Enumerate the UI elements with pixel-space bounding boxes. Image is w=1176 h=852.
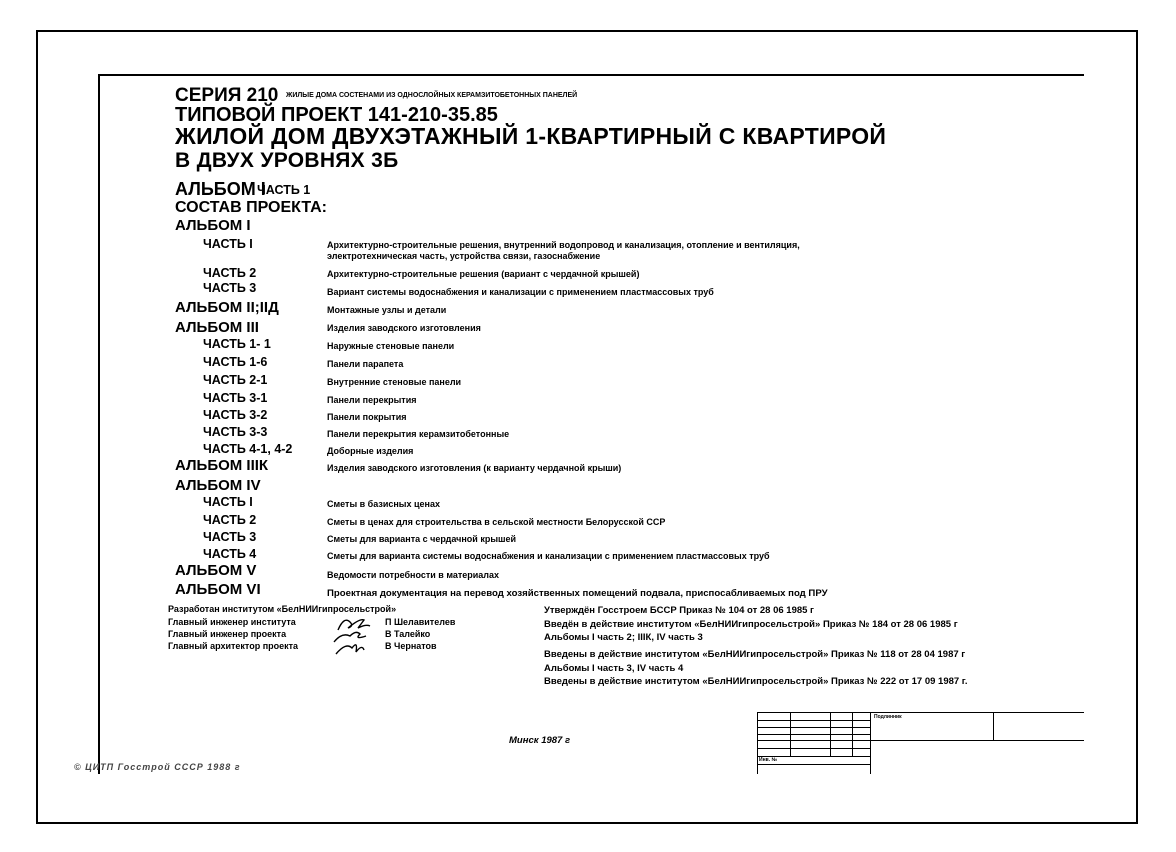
list-item-desc: Ведомости потребности в материалах [327,570,500,580]
list-item-desc: Сметы для варианта системы водоснабжения и канализации с применением пластмассовых труб [327,551,770,561]
approval-line-1: Утверждён Госстроем БССР Приказ № 104 от 28 06 1985 г [544,605,815,616]
project-number: ТИПОВОЙ ПРОЕКТ 141-210-35.85 [175,104,498,126]
list-item-label: АЛЬБОМ V [175,562,257,579]
approval-line-3: Альбомы I часть 2; IIIК, IV часть 3 [544,632,703,643]
list-item-desc: Панели парапета [327,359,404,369]
list-item-desc: электротехническая часть, устройства связи, газоснабжение [327,251,601,261]
approval-line-5: Альбомы I часть 3, IV часть 4 [544,663,684,674]
album-title: АЛЬБОМ I [175,179,266,199]
list-item-desc: Внутренние стеновые панели [327,377,462,387]
developer-institute: Разработан институтом «БелНИИгипросельстрой» [168,604,397,614]
copyright-note: © ЦИТП Госстрой СССР 1988 г [74,762,241,772]
composition-heading: СОСТАВ ПРОЕКТА: [175,199,327,216]
list-item-desc: Сметы для варианта с чердачной крышей [327,534,517,544]
list-item-label: ЧАСТЬ 2 [203,266,257,280]
list-item-desc: Панели покрытия [327,412,407,422]
list-item-desc: Сметы в базисных ценах [327,499,440,509]
list-item-label: ЧАСТЬ 1- 1 [203,337,271,351]
chief-architect-label: Главный архитектор проекта [168,641,299,651]
list-item-desc: Изделия заводского изготовления [327,323,481,333]
list-item-label: АЛЬБОМ II;IIД [175,299,279,316]
approval-line-6: Введены в действие институтом «БелНИИгипросельстрой» Приказ № 222 от 17 09 1987 г. [544,676,968,687]
building-title-line1: ЖИЛОЙ ДОМ ДВУХЭТАЖНЫЙ 1-КВАРТИРНЫЙ С КВАРТИРОЙ [175,123,887,149]
list-item-desc: Панели перекрытия керамзитобетонные [327,429,510,439]
series-title: СЕРИЯ 210 [175,85,279,106]
list-item-desc: Сметы в ценах для строительства в сельской местности Белорусской ССР [327,517,666,527]
list-item-label: АЛЬБОМ IV [175,477,261,494]
list-item-desc: Проектная документация на перевод хозяйственных помещений подвала, приспосабливаемых под ПРУ [327,588,828,599]
list-item-label: ЧАСТЬ 2-1 [203,373,268,387]
album-part: ЧАСТЬ 1 [257,183,311,197]
project-engineer-label: Главный инженер проекта [168,629,287,639]
list-item-desc: Монтажные узлы и детали [327,305,447,315]
list-item-label: ЧАСТЬ 3 [203,530,257,544]
list-item-label: АЛЬБОМ I [175,217,251,234]
building-title-line2: В ДВУХ УРОВНЯХ 3Б [175,149,399,172]
list-item-label: ЧАСТЬ 4-1, 4-2 [203,442,293,456]
chief-engineer-label: Главный инженер института [168,617,296,627]
list-item-label: ЧАСТЬ 4 [203,547,257,561]
list-item-label: ЧАСТЬ 3-1 [203,391,268,405]
signatures [330,612,382,658]
list-item-desc: Панели перекрытия [327,395,417,405]
list-item-label: АЛЬБОМ VI [175,581,261,598]
list-item-label: ЧАСТЬ I [203,237,253,251]
approval-line-4: Введены в действие институтом «БелНИИгипросельстрой» Приказ № 118 от 28 04 1987 г [544,649,966,660]
list-item-label: ЧАСТЬ 1-6 [203,355,268,369]
chief-architect-name: В Чернатов [385,641,437,651]
list-item-desc: Доборные изделия [327,446,414,456]
city-year: Минск 1987 г [509,735,571,746]
list-item-label: АЛЬБОМ IIIК [175,457,269,474]
stamp-label: Подлинник [874,714,902,720]
list-item-label: ЧАСТЬ 3-2 [203,408,268,422]
list-item-desc: Изделия заводского изготовления (к варианту чердачной крыши) [327,463,622,473]
stamp-inventory: Инв. № [759,757,778,763]
list-item-label: АЛЬБОМ III [175,319,259,336]
approval-line-2: Введён в действие институтом «БелНИИгипросельстрой» Приказ № 184 от 28 06 1985 г [544,619,958,630]
list-item-label: ЧАСТЬ 2 [203,513,257,527]
list-item-label: ЧАСТЬ 3-3 [203,425,268,439]
project-engineer-name: В Талейко [385,629,431,639]
list-item-label: ЧАСТЬ I [203,495,253,509]
chief-engineer-name: П Шелавителев [385,617,456,627]
list-item-desc: Наружные стеновые панели [327,341,455,351]
list-item-desc: Архитектурно-строительные решения (вариант с чердачной крышей) [327,269,640,279]
list-item-label: ЧАСТЬ 3 [203,281,257,295]
series-description: ЖИЛЫЕ ДОМА СОСТЕНАМИ ИЗ ОДНОСЛОЙНЫХ КЕРАМЗИТОБЕТОННЫХ ПАНЕЛЕЙ [286,92,578,99]
list-item-desc: Вариант системы водоснабжения и канализации с применением пластмассовых труб [327,287,714,297]
list-item-desc: Архитектурно-строительные решения, внутренний водопровод и канализация, отопление и вентиляция, [327,240,800,250]
